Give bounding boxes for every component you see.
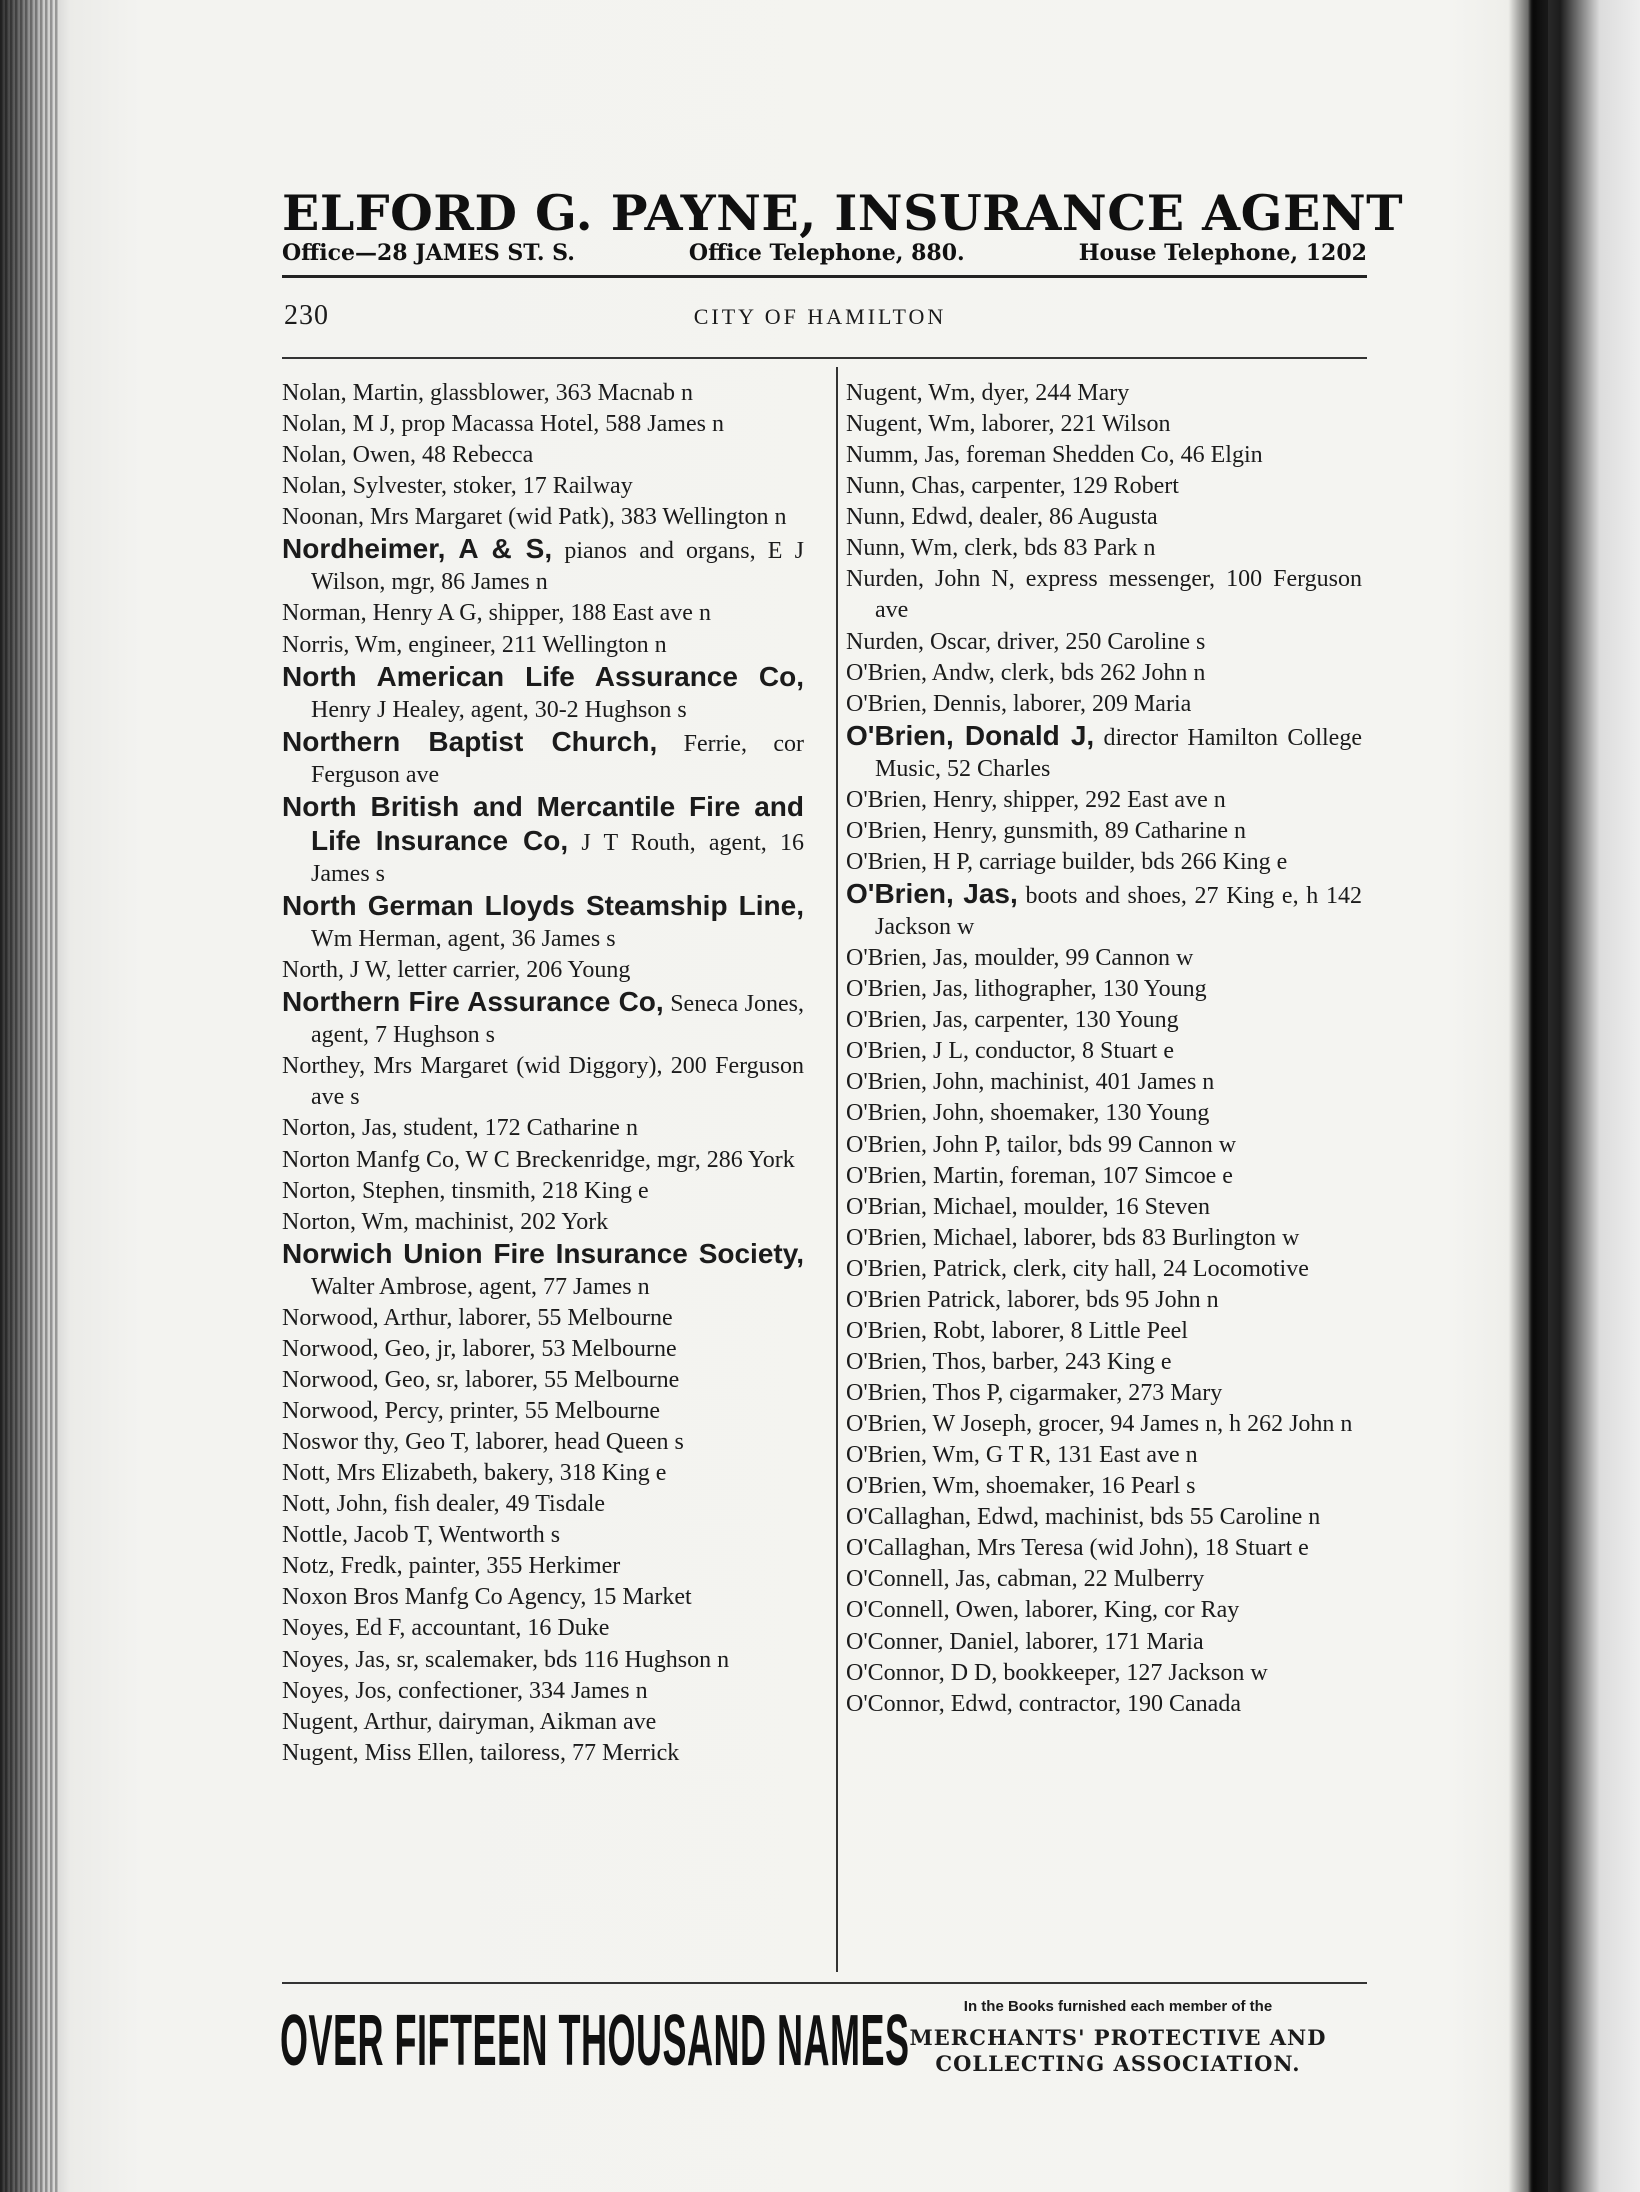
entry-name: O'Connor, D D,	[846, 1659, 998, 1686]
entry-name: Nunn, Edwd,	[846, 504, 974, 531]
directory-entry	[846, 1471, 1362, 1502]
directory-entry	[282, 1520, 804, 1551]
directory-entry	[846, 943, 1362, 974]
entry-name: Nott, Mrs Elizabeth,	[282, 1460, 478, 1487]
entry-name: O'Brien, Michael,	[846, 1224, 1018, 1251]
directory-entry	[846, 440, 1362, 471]
entry-details: cigarmaker, 273 Mary	[1003, 1380, 1223, 1406]
entry-details: barber, 243 King e	[986, 1348, 1172, 1375]
entry-name: Nugent, Wm,	[846, 411, 976, 438]
entry-name: O'Brien, Donald J,	[846, 719, 1095, 751]
directory-entry	[846, 1502, 1362, 1533]
directory-entry	[282, 986, 804, 1051]
entry-name: Nott, John,	[282, 1491, 389, 1518]
directory-entry	[846, 1533, 1362, 1564]
entry-name: O'Brien, W Joseph,	[846, 1411, 1033, 1438]
entry-name: Nugent, Wm,	[846, 380, 976, 406]
header-ad-title: ELFORD G. PAYNE, INSURANCE AGENT	[282, 184, 1404, 242]
entry-details: director Hamilton College Music, 52 Charles	[875, 724, 1362, 782]
running-head: CITY OF HAMILTON	[693, 304, 947, 329]
directory-entry	[846, 1098, 1362, 1129]
directory-entry	[846, 1285, 1362, 1316]
entry-details: 15 Market	[586, 1584, 692, 1611]
directory-entry	[846, 1192, 1362, 1223]
entry-details: clerk, city hall, 24 Locomotive	[1006, 1255, 1309, 1282]
directory-entry	[282, 1676, 804, 1707]
directory-entry	[846, 1378, 1362, 1409]
entry-name: O'Brien, Henry,	[846, 786, 998, 813]
entry-name: Noxon Bros Manfg Co Agency,	[282, 1584, 587, 1611]
entry-name: Nugent, Arthur,	[282, 1708, 433, 1735]
entry-details: cabman, 22 Mulberry	[990, 1566, 1205, 1593]
entry-details: laborer, bds 83 Burlington w	[1017, 1224, 1300, 1251]
entry-details: tailor, bds 99 Cannon w	[1001, 1131, 1237, 1158]
directory-entry	[846, 1564, 1362, 1595]
directory-entry	[282, 955, 804, 986]
entry-name: O'Brien, Henry,	[846, 817, 998, 844]
header-ad-house-telephone: House Telephone, 1202	[1078, 240, 1367, 266]
left-column	[282, 378, 804, 1769]
entry-name: O'Brien, Jas,	[846, 945, 969, 972]
entry-name: O'Brien, Andw,	[846, 659, 995, 686]
directory-entry	[846, 1130, 1362, 1161]
header-ad-office: Office—28 JAMES ST. S.	[282, 240, 575, 266]
entry-details: shipper, 292 East ave n	[997, 786, 1226, 813]
entry-name: O'Brien, John,	[846, 1100, 985, 1127]
entry-name: O'Brien, Dennis,	[846, 690, 1007, 717]
entry-details: prop Macassa Hotel, 588 James n	[395, 411, 724, 438]
entry-details: express messenger, 100 Ferguson ave	[875, 566, 1362, 624]
entry-name: O'Brien, H P,	[846, 848, 973, 875]
entry-name: Norton, Stephen,	[282, 1177, 446, 1204]
directory-entry	[282, 890, 804, 955]
footer-ad-rule	[282, 1982, 1367, 1984]
header-ad-contact	[282, 240, 1367, 266]
directory-entry	[846, 533, 1362, 564]
footer-ad-headline: OVER FIFTEEN THOUSAND NAMES	[280, 2001, 910, 2081]
entry-name: O'Brien, John P,	[846, 1131, 1002, 1158]
entry-details: stoker, 17 Railway	[447, 473, 633, 500]
entry-details: lithographer, 130 Young	[968, 976, 1207, 1003]
entry-name: Nottle, Jacob T,	[282, 1522, 434, 1549]
entry-details: machinist, bds 55 Caroline n	[1038, 1504, 1321, 1531]
directory-entry	[846, 1440, 1362, 1471]
directory-entry	[846, 1223, 1362, 1254]
entry-details: laborer, 171 Maria	[1019, 1628, 1204, 1655]
entry-details: machinist, 401 James n	[984, 1069, 1215, 1096]
entry-details: Seneca Jones, agent, 7 Hughson s	[311, 991, 804, 1049]
entry-name: O'Brien, J L,	[846, 1038, 969, 1065]
entry-details: laborer, King, cor Ray	[1018, 1597, 1240, 1624]
entry-details: 48 Rebecca	[415, 442, 534, 469]
directory-entry	[846, 378, 1362, 409]
entry-name: O'Brien, Martin,	[846, 1162, 1005, 1189]
entry-details: tailoress, 77 Merrick	[474, 1739, 680, 1766]
directory-entry	[282, 791, 804, 890]
right-column	[846, 378, 1362, 1720]
entry-name: Nunn, Chas,	[846, 473, 966, 500]
entry-name: O'Conner, Daniel,	[846, 1628, 1020, 1655]
directory-entry	[282, 1113, 804, 1144]
entry-name: O'Brien, Wm,	[846, 1442, 980, 1469]
directory-entry	[282, 533, 804, 598]
entry-details: laborer, 209 Maria	[1006, 690, 1192, 717]
directory-entry	[846, 471, 1362, 502]
entry-name: Northern Baptist Church,	[282, 725, 658, 757]
entry-details: shoemaker, 16 Pearl s	[979, 1473, 1196, 1500]
entry-details: letter carrier, 206 Young	[391, 957, 631, 984]
entry-details: J T Routh, agent, 16 James s	[311, 829, 805, 887]
directory-entry	[282, 1645, 804, 1676]
entry-name: O'Callaghan, Edwd,	[846, 1504, 1039, 1531]
directory-entry	[846, 627, 1362, 658]
entry-details: (wid Patk), 383 Wellington n	[502, 504, 787, 531]
entry-details: dyer, 244 Mary	[975, 380, 1130, 406]
entry-name: North German Lloyds Steamship Line,	[282, 890, 804, 921]
footer-ad-line-1: In the Books furnished each member of the	[963, 1998, 1273, 2015]
directory-entry	[282, 1738, 804, 1769]
entry-name: Nunn, Wm,	[846, 535, 959, 562]
entry-details: accountant, 16 Duke	[405, 1615, 610, 1642]
directory-entry	[846, 1254, 1362, 1285]
entry-details: laborer, 55 Melbourne	[459, 1366, 680, 1393]
entry-name: Noswor thy, Geo T,	[282, 1429, 470, 1456]
entry-name: O'Brien, Patrick,	[846, 1255, 1007, 1282]
entry-name: O'Brien, Robt,	[846, 1317, 986, 1344]
entry-details: carpenter, 130 Young	[968, 1007, 1179, 1034]
entry-details: Wentworth s	[433, 1522, 561, 1549]
directory-entry	[846, 1036, 1362, 1067]
entry-details: foreman, 107 Simcoe e	[1004, 1162, 1233, 1189]
directory-entry	[282, 1051, 804, 1113]
entry-name: Nurden, Oscar,	[846, 628, 991, 655]
footer-ad-association	[868, 1998, 1368, 2077]
directory-entry	[282, 471, 804, 502]
entry-details: laborer, 53 Melbourne	[456, 1335, 677, 1362]
entry-name: Notz, Fredk,	[282, 1553, 403, 1580]
entry-name: Nordheimer, A & S,	[282, 533, 553, 565]
directory-entry	[282, 1613, 804, 1644]
directory-entry	[282, 1238, 804, 1303]
entry-name: O'Brien Patrick,	[846, 1286, 1001, 1313]
entry-details: bakery, 318 King e	[477, 1460, 667, 1487]
directory-entry	[846, 785, 1362, 816]
footer-ad-line-2: MERCHANTS' PROTECTIVE AND	[909, 2025, 1327, 2050]
entry-details: contractor, 190 Canada	[1012, 1690, 1241, 1717]
entry-name: Norwich Union Fire Insurance Society,	[282, 1237, 804, 1269]
entry-details: scalemaker, bds 116 Hughson n	[419, 1646, 730, 1673]
entry-details: confectioner, 334 James n	[392, 1677, 648, 1704]
directory-entry	[282, 1334, 804, 1365]
entry-details: laborer, 221 Wilson	[975, 411, 1171, 438]
directory-entry	[282, 1707, 804, 1738]
entry-details: moulder, 99 Cannon w	[968, 945, 1194, 972]
entry-details: machinist, 202 York	[408, 1208, 609, 1235]
entry-name: Norton, Jas,	[282, 1115, 398, 1142]
entry-details: carriage builder, bds 266 King e	[973, 848, 1288, 875]
directory-entry	[282, 1303, 804, 1334]
entry-details: W C Breckenridge, mgr, 286 York	[459, 1146, 795, 1173]
entry-details: painter, 355 Herkimer	[402, 1553, 621, 1580]
entry-details: laborer, bds 95 John n	[1000, 1286, 1219, 1313]
directory-entry	[846, 502, 1362, 533]
directory-entry	[282, 409, 804, 440]
running-head-rule	[282, 357, 1367, 359]
directory-entry	[846, 409, 1362, 440]
entry-details: bookkeeper, 127 Jackson w	[997, 1659, 1268, 1686]
entry-name: Noyes, Ed F,	[282, 1615, 406, 1642]
entry-details: tinsmith, 218 King e	[445, 1177, 649, 1204]
entry-name: Noyes, Jos,	[282, 1677, 393, 1704]
directory-entry	[282, 598, 804, 629]
footer-ad-line-3: COLLECTING ASSOCIATION.	[935, 2051, 1301, 2076]
directory-entry	[282, 1365, 804, 1396]
directory-entry	[846, 1627, 1362, 1658]
entry-details: engineer, 211 Wellington n	[402, 631, 667, 658]
directory-entry	[846, 1595, 1362, 1626]
directory-entry	[282, 1145, 804, 1176]
directory-entry	[282, 1458, 804, 1489]
directory-entry	[282, 726, 804, 791]
directory-entry	[846, 1067, 1362, 1098]
entry-details: student, 172 Catharine n	[397, 1115, 638, 1142]
entry-details: Wm Herman, agent, 36 James s	[311, 926, 616, 953]
directory-entry	[282, 1207, 804, 1238]
directory-entry	[846, 1658, 1362, 1689]
entry-details: (wid John), 18 Stuart e	[1083, 1535, 1309, 1562]
directory-entry	[846, 564, 1362, 626]
directory-entry	[846, 974, 1362, 1005]
entry-details: printer, 55 Melbourne	[443, 1398, 661, 1424]
directory-entry	[846, 847, 1362, 878]
directory-entry	[282, 1551, 804, 1582]
entry-details: gunsmith, 89 Catharine n	[997, 817, 1247, 844]
entry-details: laborer, head Queen s	[469, 1429, 684, 1456]
entry-details: carpenter, 129 Robert	[965, 473, 1179, 500]
entry-name: O'Brien, John,	[846, 1069, 985, 1096]
directory-entry	[846, 689, 1362, 720]
directory-entry	[846, 1689, 1362, 1720]
entry-name: Nolan, Sylvester,	[282, 473, 448, 500]
entry-name: Norman, Henry A G,	[282, 600, 483, 627]
entry-name: Nolan, Owen,	[282, 442, 416, 469]
entry-name: O'Brian, Michael,	[846, 1193, 1018, 1220]
directory-entry	[282, 440, 804, 471]
entry-name: North American Life Assurance Co,	[282, 660, 804, 692]
column-divider	[836, 367, 838, 1972]
entry-name: Northey, Mrs Margaret	[282, 1053, 508, 1080]
entry-details: pianos and organs, E J Wilson, mgr, 86 James n	[311, 538, 804, 596]
directory-entry	[846, 878, 1362, 943]
entry-details: clerk, bds 83 Park n	[958, 535, 1156, 562]
entry-details: shoemaker, 130 Young	[984, 1100, 1210, 1127]
entry-name: O'Connor, Edwd,	[846, 1690, 1013, 1717]
entry-details: moulder, 16 Steven	[1017, 1193, 1210, 1220]
entry-details: laborer, 8 Little Peel	[985, 1317, 1188, 1344]
entry-details: glassblower, 363 Macnab n	[423, 380, 693, 406]
entry-details: fish dealer, 49 Tisdale	[388, 1491, 606, 1518]
directory-entry	[846, 658, 1362, 689]
directory-entry	[282, 378, 804, 409]
header-ad-rule	[282, 275, 1367, 278]
page-number: 230	[284, 300, 329, 331]
entry-name: Norwood, Percy,	[282, 1398, 444, 1424]
directory-entry	[282, 1427, 804, 1458]
entry-details: foreman Shedden Co, 46 Elgin	[960, 442, 1263, 469]
entry-name: Northern Fire Assurance Co,	[282, 986, 664, 1018]
entry-name: O'Connell, Jas,	[846, 1566, 991, 1593]
directory-entry	[282, 1582, 804, 1613]
entry-name: Noonan, Mrs Margaret	[282, 504, 503, 531]
entry-name: Nolan, M J,	[282, 411, 396, 438]
entry-name: O'Brien, Thos,	[846, 1348, 987, 1375]
entry-details: clerk, bds 262 John n	[994, 659, 1206, 686]
directory-entry	[846, 1347, 1362, 1378]
entry-name: Nolan, Martin,	[282, 380, 424, 406]
entry-details: (wid Diggory), 200 Ferguson ave s	[311, 1053, 804, 1111]
entry-name: Numm, Jas,	[846, 442, 960, 469]
directory-entry	[282, 1176, 804, 1207]
entry-details: boots and shoes, 27 King e, h 142 Jackson w	[875, 883, 1362, 941]
directory-entry	[282, 661, 804, 726]
directory-entry	[282, 502, 804, 533]
entry-name: O'Brien, Jas,	[846, 976, 969, 1003]
entry-name: O'Brien, Wm,	[846, 1473, 980, 1500]
entry-name: O'Callaghan, Mrs Teresa	[846, 1535, 1084, 1562]
directory-entry	[282, 1489, 804, 1520]
entry-name: Norton Manfg Co,	[282, 1146, 460, 1173]
entry-name: O'Brien, Jas,	[846, 1007, 969, 1034]
entry-name: Norwood, Arthur,	[282, 1304, 453, 1331]
entry-details: laborer, 55 Melbourne	[452, 1304, 673, 1331]
entry-details: Walter Ambrose, agent, 77 James n	[311, 1273, 650, 1300]
entry-details: shipper, 188 East ave n	[482, 600, 711, 627]
entry-details: Ferrie, cor Ferguson ave	[311, 730, 804, 788]
entry-details: conductor, 8 Stuart e	[968, 1038, 1174, 1065]
entry-details: Henry J Healey, agent, 30-2 Hughson s	[311, 696, 687, 723]
entry-name: Norwood, Geo, jr,	[282, 1335, 457, 1362]
entry-name: Nurden, John N,	[846, 566, 1015, 593]
entry-name: O'Brien, Jas,	[846, 878, 1018, 909]
entry-name: North British and Mercantile Fire and Life Insurance Co,	[282, 790, 804, 856]
entry-name: Norwood, Geo, sr,	[282, 1366, 460, 1393]
entry-name: O'Brien, Thos P,	[846, 1380, 1004, 1406]
entry-name: Nugent, Miss Ellen,	[282, 1739, 474, 1766]
directory-entry	[846, 1316, 1362, 1347]
entry-details: grocer, 94 James n, h 262 John n	[1032, 1411, 1353, 1438]
entry-details: driver, 250 Caroline s	[990, 628, 1206, 655]
directory-entry	[846, 720, 1362, 785]
directory-entry	[282, 1396, 804, 1427]
directory-entry	[846, 1005, 1362, 1036]
directory-entry	[846, 1409, 1362, 1440]
entry-name: Norris, Wm,	[282, 631, 403, 658]
directory-entry	[282, 630, 804, 661]
entry-name: O'Connell, Owen,	[846, 1597, 1019, 1624]
header-ad-office-telephone: Office Telephone, 880.	[688, 240, 965, 266]
entry-name: Noyes, Jas, sr,	[282, 1646, 420, 1673]
directory-entry	[846, 816, 1362, 847]
entry-name: Norton, Wm,	[282, 1208, 409, 1235]
entry-details: dealer, 86 Augusta	[973, 504, 1158, 531]
entry-name: North, J W,	[282, 957, 392, 984]
entry-details: G T R, 131 East ave n	[979, 1442, 1198, 1469]
entry-details: dairyman, Aikman ave	[432, 1708, 657, 1735]
directory-entry	[846, 1161, 1362, 1192]
